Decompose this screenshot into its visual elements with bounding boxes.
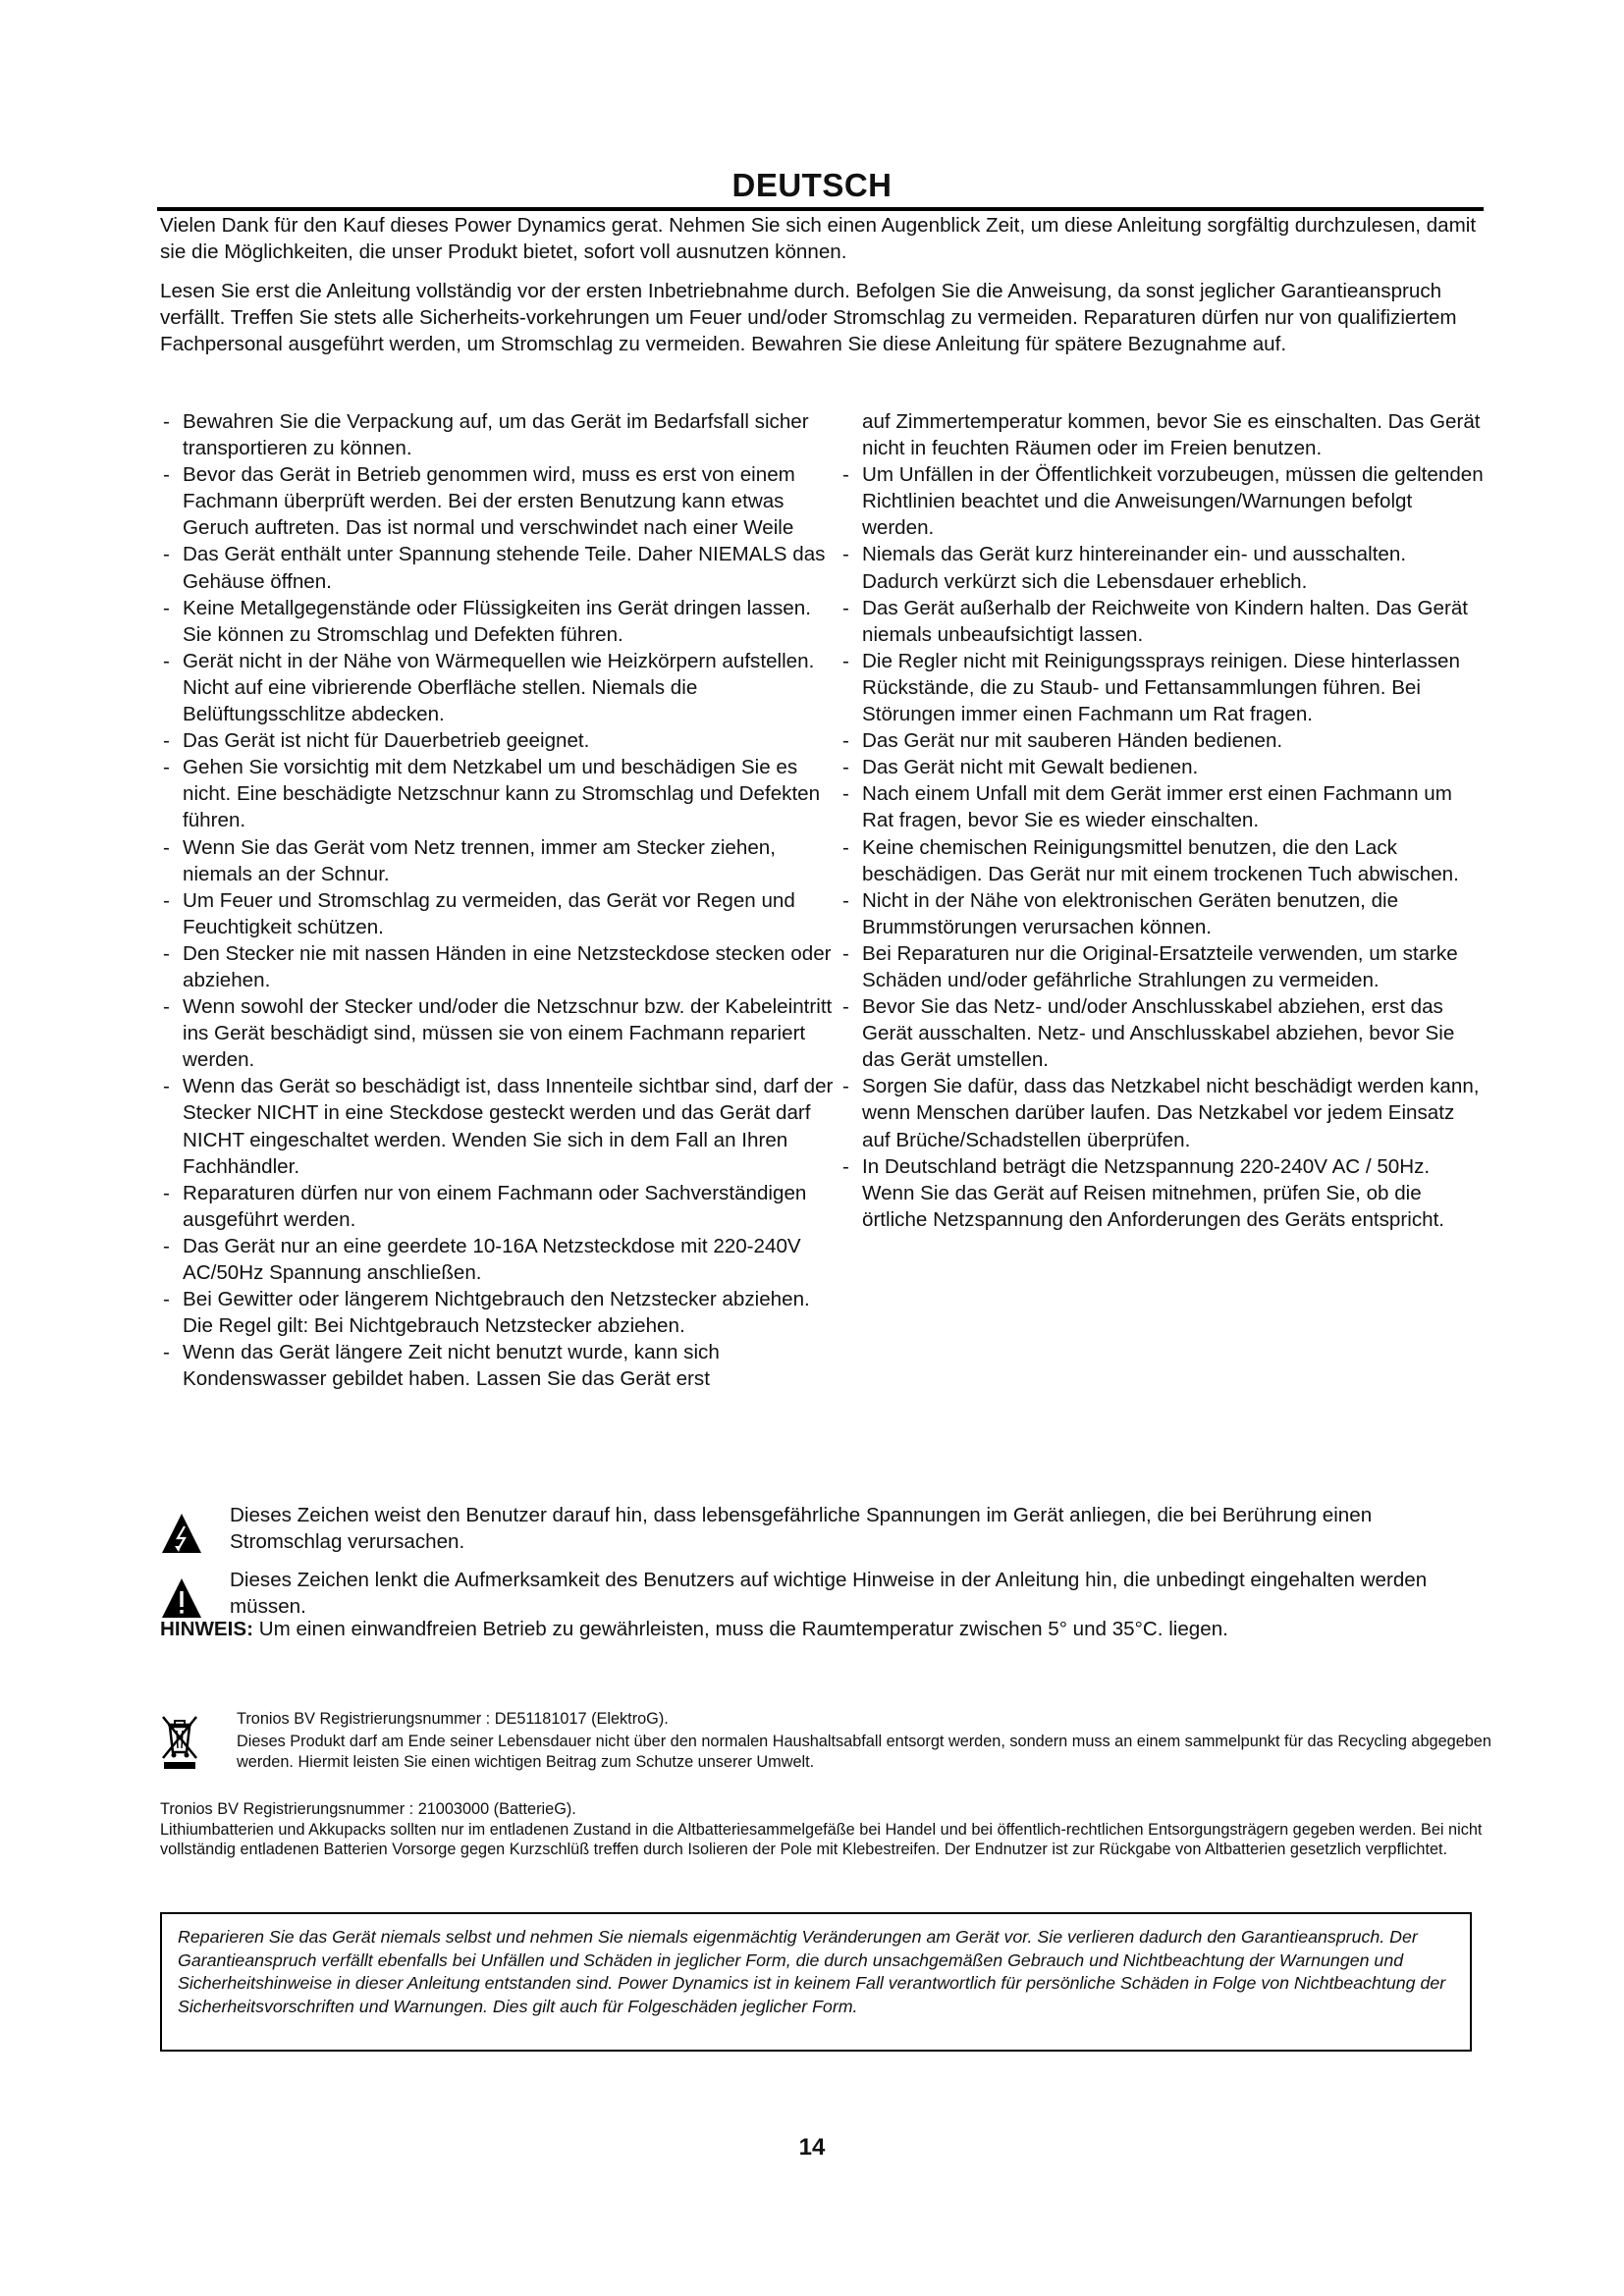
weee-registration: Tronios BV Registrierungsnummer : DE51181017 (ElektroG). [237,1710,669,1728]
list-item: - Wenn das Gerät längere Zeit nicht benutzt wurde, kann sich Kondenswasser gebildet haben. Lassen Sie das Gerät erst [160,1339,838,1392]
battery-text: Lithiumbatterien und Akkupacks sollten nur im entladenen Zustand in die Altbatteriesammelgefäße bei Handel und bei öffentlich-rechtlichen Entsorgungsträgern gegeben werden. Bei nicht vollständig entladenen Batterien Vorsorge gegen Kurzschlüß treffen durch Isolieren der Pole mit Klebestreifen. Der Endnutzer ist zur Rückgabe von Altbatterien gesetzlich verpflichtet. [160,1820,1483,1858]
exclamation-warning-icon [160,1576,203,1620]
list-item: - Die Regler nicht mit Reinigungssprays reinigen. Diese hinterlassen Rückstände, die zu Staub- und Fettansammlungen führen. Bei Störungen immer einen Fachmann um Rat fragen. [839,648,1488,727]
safety-list-left [160,408,838,1392]
disclaimer-text: Reparieren Sie das Gerät niemals selbst und nehmen Sie niemals eigenmächtig Veränderungen am Gerät vor. Sie verlieren dadurch den Garantieanspruch. Der Garantieanspruch verfällt ebenfalls bei Unfällen und Schäden in jeglicher Form, die durch unsachgemäßen Gebrauch und Nichtbeachtung der Warnungen und Sicherheitshinweise in dieser Anleitung entstanden sind. Power Dynamics ist in keinem Fall verantwortlich für persönliche Schäden in Folge von Nichtbeachtung der Sicherheitsvorschriften und Warnungen. Dies gilt auch für Folgeschäden jeglicher Form. [178,1927,1446,2016]
list-item: - Bei Gewitter oder längerem Nichtgebrauch den Netzstecker abziehen. Die Regel gilt: Bei Nichtgebrauch Netzstecker abziehen. [160,1286,838,1339]
battery-registration: Tronios BV Registrierungsnummer : 21003000 (BatterieG). [160,1800,576,1818]
instructions-paragraph: Lesen Sie erst die Anleitung vollständig vor der ersten Inbetriebnahme durch. Befolgen Sie die Anweisung, da sonst jeglicher Garantieanspruch verfällt. Treffen Sie stets alle Sicherheits-vorkehrungen um Feuer und/oder Stromschlag zu vermeiden. Reparaturen dürfen nur von qualifiziertem Fachpersonal ausgeführt werden, um Stromschlag zu vermeiden. Bewahren Sie diese Anleitung für spätere Bezugnahme auf. [160,280,1457,355]
list-item: - Wenn das Gerät so beschädigt ist, dass Innenteile sichtbar sind, darf der Stecker NICHT in eine Steckdose gesteckt werden und das Gerät darf NICHT eingeschaltet werden. Wenden Sie sich in dem Fall an Ihren Fachhändler. [160,1073,838,1179]
list-item: - In Deutschland beträgt die Netzspannung 220-240V AC / 50Hz. Wenn Sie das Gerät auf Reisen mitnehmen, prüfen Sie, ob die örtliche Netzspannung den Anforderungen des Geräts entspricht. [839,1153,1488,1233]
list-item: - Nicht in der Nähe von elektronischen Geräten benutzen, die Brummstörungen verursachen können. [839,887,1488,940]
weee-text: Dieses Produkt darf am Ende seiner Lebensdauer nicht über den normalen Haushaltsabfall entsorgt werden, sondern muss an einem sammelpunkt für das Recycling abgegeben werden. Hiermit leisten Sie einen wichtigen Beitrag zum Schutze unserer Umwelt. [237,1733,1491,1771]
list-item: - Bevor das Gerät in Betrieb genommen wird, muss es erst von einem Fachmann überprüft werden. Bei der ersten Benutzung kann etwas Geruch auftreten. Das ist normal und verschwindet nach einer Weile [160,461,838,541]
list-item: - Wenn sowohl der Stecker und/oder die Netzschnur bzw. der Kabeleintritt ins Gerät beschädigt sind, müssen sie von einem Fachmann repariert werden. [160,993,838,1073]
list-item: - Wenn Sie das Gerät vom Netz trennen, immer am Stecker ziehen, niemals an der Schnur. [160,834,838,887]
list-item: - Keine chemischen Reinigungsmittel benutzen, die den Lack beschädigen. Das Gerät nur mit einem trockenen Tuch abwischen. [839,834,1488,887]
list-item: - Das Gerät außerhalb der Reichweite von Kindern halten. Das Gerät niemals unbeaufsichtigt lassen. [839,595,1488,648]
list-item: - Um Feuer und Stromschlag zu vermeiden, das Gerät vor Regen und Feuchtigkeit schützen. [160,887,838,940]
list-item: - Das Gerät ist nicht für Dauerbetrieb geeignet. [160,727,838,754]
list-item: - Bei Reparaturen nur die Original-Ersatzteile verwenden, um starke Schäden und/oder gefährliche Strahlungen zu vermeiden. [839,940,1488,993]
list-item: - Gehen Sie vorsichtig mit dem Netzkabel um und beschädigen Sie es nicht. Eine beschädigte Netzschnur kann zu Stromschlag und Defekten führen. [160,754,838,833]
list-item: - Keine Metallgegenstände oder Flüssigkeiten ins Gerät dringen lassen. Sie können zu Stromschlag und Defekten führen. [160,595,838,648]
list-item: - Reparaturen dürfen nur von einem Fachmann oder Sachverständigen ausgeführt werden. [160,1180,838,1233]
attention-warning-text: Dieses Zeichen lenkt die Aufmerksamkeit des Benutzers auf wichtige Hinweise in der Anleitung hin, die unbedingt eingehalten werden müssen. [230,1569,1428,1618]
list-item: - Das Gerät nur mit sauberen Händen bedienen. [839,727,1488,754]
crossed-out-wheelie-bin-icon [160,1713,199,1770]
intro-paragraph: Vielen Dank für den Kauf dieses Power Dynamics gerat. Nehmen Sie sich einen Augenblick Zeit, um diese Anleitung sorgfältig durchzulesen, damit sie die Möglichkeiten, die unser Produkt bietet, sofort voll ausnutzen können. [160,214,1477,263]
list-item: - Niemals das Gerät kurz hintereinander ein- und ausschalten. Dadurch verkürzt sich die Lebensdauer erheblich. [839,541,1488,594]
page-title: DEUTSCH [731,167,893,203]
list-item: - Bevor Sie das Netz- und/oder Anschlusskabel abziehen, erst das Gerät ausschalten. Netz- und Anschlusskabel abziehen, bevor Sie das Gerät umstellen. [839,993,1488,1073]
hinweis-label: HINWEIS: [160,1618,253,1640]
list-item: - Das Gerät nur an eine geerdete 10-16A Netzsteckdose mit 220-240V AC/50Hz Spannung anschließen. [160,1233,838,1286]
list-item: - Das Gerät nicht mit Gewalt bedienen. [839,754,1488,780]
list-item: - Nach einem Unfall mit dem Gerät immer erst einen Fachmann um Rat fragen, bevor Sie es wieder einschalten. [839,780,1488,833]
list-item: - Gerät nicht in der Nähe von Wärmequellen wie Heizkörpern aufstellen. Nicht auf eine vibrierende Oberfläche stellen. Niemals die Belüftungsschlitze abdecken. [160,648,838,727]
safety-list-right [839,408,1488,1233]
page-number: 14 [798,2134,826,2161]
hinweis-note [160,1617,1495,1642]
list-item-continuation: auf Zimmertemperatur kommen, bevor Sie es einschalten. Das Gerät nicht in feuchten Räumen oder im Freien benutzen. [862,410,1481,460]
electric-shock-warning-icon [160,1512,203,1555]
battery-notice [160,1799,1495,1860]
list-item: - Bewahren Sie die Verpackung auf, um das Gerät im Bedarfsfall sicher transportieren zu können. [160,408,838,461]
voltage-warning-text: Dieses Zeichen weist den Benutzer darauf hin, dass lebensgefährliche Spannungen im Gerät anliegen, die bei Berührung einen Stromschlag verursachen. [230,1504,1373,1553]
disclaimer-box [160,1912,1472,2052]
list-item: - Den Stecker nie mit nassen Händen in eine Netzsteckdose stecken oder abziehen. [160,940,838,993]
title-rule [157,207,1484,211]
list-item: - Um Unfällen in der Öffentlichkeit vorzubeugen, müssen die geltenden Richtlinien beachtet und die Anweisungen/Warnungen befolgt werden. [839,461,1488,541]
list-item: - Sorgen Sie dafür, dass das Netzkabel nicht beschädigt werden kann, wenn Menschen darüber laufen. Das Netzkabel vor jedem Einsatz auf Brüche/Schadstellen überprüfen. [839,1073,1488,1152]
list-item: - Das Gerät enthält unter Spannung stehende Teile. Daher NIEMALS das Gehäuse öffnen. [160,541,838,594]
hinweis-text: Um einen einwandfreien Betrieb zu gewährleisten, muss die Raumtemperatur zwischen 5° und 35°C. liegen. [252,1618,1228,1640]
